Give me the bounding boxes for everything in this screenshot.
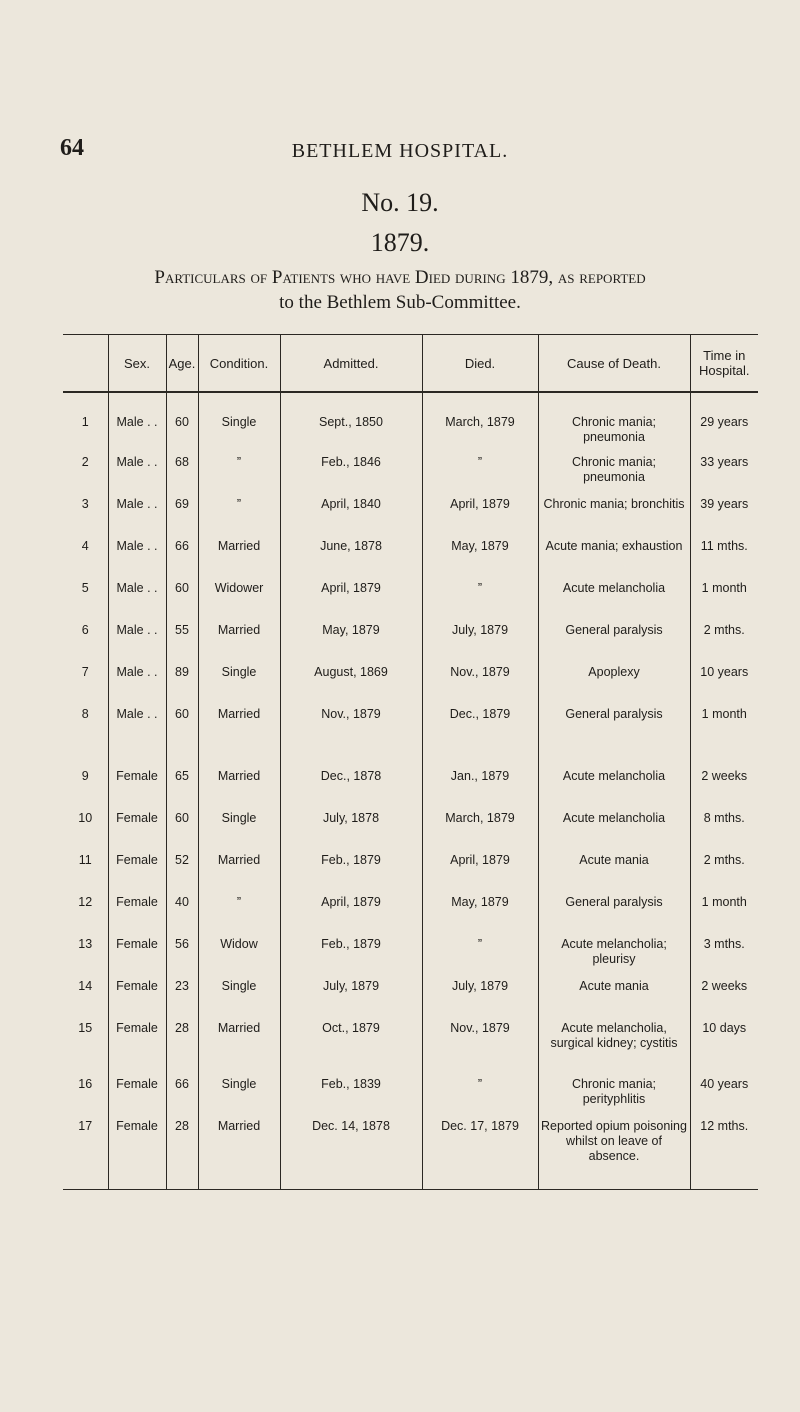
patients-table	[63, 334, 758, 1190]
age-cell: 40	[166, 885, 198, 927]
died-cell: May, 1879	[422, 885, 538, 927]
condition-cell: Married	[198, 529, 280, 571]
admitted-cell: Feb., 1879	[280, 843, 422, 885]
row-number: 16	[78, 1077, 93, 1091]
cause-cell: General paralysis	[538, 613, 690, 655]
condition-cell: Widower	[198, 571, 280, 613]
row-number: 3	[81, 497, 89, 511]
sex-cell: Male . .	[108, 571, 166, 613]
row-number: 10	[78, 811, 93, 825]
age-cell: 52	[166, 843, 198, 885]
running-head: BETHLEM HOSPITAL.	[291, 140, 509, 162]
admitted-cell: Oct., 1879	[280, 1011, 422, 1067]
cause-cell: Acute melancholia; pleurisy	[538, 927, 690, 969]
row-number: 11	[78, 853, 92, 867]
sex-cell: Female	[108, 1011, 166, 1067]
died-cell: ”	[422, 927, 538, 969]
condition-cell: ”	[198, 445, 280, 487]
age-cell: 60	[166, 571, 198, 613]
header-condition: Condition.	[198, 335, 280, 393]
cause-cell: Acute mania	[538, 843, 690, 885]
sex-cell: Male . .	[108, 613, 166, 655]
row-number: 12	[78, 895, 93, 909]
died-cell: May, 1879	[422, 529, 538, 571]
condition-cell: Single	[198, 1067, 280, 1109]
table-row	[63, 613, 758, 655]
cause-cell: Acute mania	[538, 969, 690, 1011]
row-number: 8	[81, 707, 89, 721]
cause-cell: Acute melancholia	[538, 571, 690, 613]
row-number: 13	[78, 937, 93, 951]
condition-cell: Married	[198, 1011, 280, 1067]
age-cell: 69	[166, 487, 198, 529]
condition-cell: Married	[198, 613, 280, 655]
age-cell: 60	[166, 697, 198, 739]
sex-cell: Male . .	[108, 445, 166, 487]
sex-cell: Female	[108, 927, 166, 969]
row-number: 7	[81, 665, 89, 679]
time-cell: 3 mths.	[690, 927, 758, 969]
age-cell: 23	[166, 969, 198, 1011]
row-number: 2	[81, 455, 89, 469]
time-cell: 2 mths.	[690, 613, 758, 655]
time-cell: 12 mths.	[690, 1109, 758, 1189]
table-title-line-2: to the Bethlem Sub-Committee.	[279, 292, 521, 313]
admitted-cell: April, 1879	[280, 885, 422, 927]
time-cell: 10 days	[690, 1011, 758, 1067]
time-cell: 2 mths.	[690, 843, 758, 885]
cause-cell: Acute melancholia, surgical kidney; cystitis	[538, 1011, 690, 1067]
header-admitted: Admitted.	[280, 335, 422, 393]
page-number: 64	[60, 135, 84, 161]
table-header-row	[63, 335, 758, 393]
condition-cell: Single	[198, 655, 280, 697]
sex-cell: Male . .	[108, 392, 166, 445]
row-number: 6	[81, 623, 89, 637]
cause-cell: Chronic mania; pneumonia	[538, 445, 690, 487]
condition-cell: Widow	[198, 927, 280, 969]
admitted-cell: April, 1879	[280, 571, 422, 613]
sex-cell: Male . .	[108, 697, 166, 739]
time-cell: 1 month	[690, 571, 758, 613]
table-row	[63, 969, 758, 1011]
condition-cell: ”	[198, 885, 280, 927]
table-row	[63, 392, 758, 445]
report-number: No. 19.	[361, 188, 439, 217]
header-number	[63, 335, 108, 393]
table-row	[63, 739, 758, 801]
age-cell: 66	[166, 1067, 198, 1109]
table-row	[63, 927, 758, 969]
admitted-cell: July, 1879	[280, 969, 422, 1011]
table-row	[63, 529, 758, 571]
table-row	[63, 697, 758, 739]
row-number: 14	[78, 979, 93, 993]
age-cell: 65	[166, 739, 198, 801]
age-cell: 68	[166, 445, 198, 487]
died-cell: Jan., 1879	[422, 739, 538, 801]
died-cell: March, 1879	[422, 392, 538, 445]
condition-cell: Married	[198, 739, 280, 801]
died-cell: ”	[422, 571, 538, 613]
cause-cell: Chronic mania; pneumonia	[538, 392, 690, 445]
condition-cell: Single	[198, 969, 280, 1011]
condition-cell: Single	[198, 801, 280, 843]
table-row	[63, 571, 758, 613]
time-cell: 39 years	[690, 487, 758, 529]
sex-cell: Male . .	[108, 529, 166, 571]
cause-cell: General paralysis	[538, 885, 690, 927]
time-cell: 2 weeks	[690, 739, 758, 801]
cause-cell: Apoplexy	[538, 655, 690, 697]
row-number: 4	[81, 539, 89, 553]
admitted-cell: April, 1840	[280, 487, 422, 529]
row-number: 5	[81, 581, 89, 595]
table-row	[63, 885, 758, 927]
table-row	[63, 655, 758, 697]
age-cell: 60	[166, 801, 198, 843]
died-cell: July, 1879	[422, 969, 538, 1011]
died-cell: ”	[422, 1067, 538, 1109]
time-cell: 29 years	[690, 392, 758, 445]
cause-cell: Acute melancholia	[538, 801, 690, 843]
time-cell: 2 weeks	[690, 969, 758, 1011]
table-title-line-1: Particulars of Patients who have Died during 1879, as reported	[154, 267, 646, 288]
admitted-cell: Feb., 1846	[280, 445, 422, 487]
died-cell: Nov., 1879	[422, 1011, 538, 1067]
table-row	[63, 1109, 758, 1189]
time-cell: 33 years	[690, 445, 758, 487]
cause-cell: General paralysis	[538, 697, 690, 739]
admitted-cell: June, 1878	[280, 529, 422, 571]
sex-cell: Female	[108, 1109, 166, 1189]
condition-cell: ”	[198, 487, 280, 529]
died-cell: March, 1879	[422, 801, 538, 843]
died-cell: Nov., 1879	[422, 655, 538, 697]
age-cell: 89	[166, 655, 198, 697]
age-cell: 28	[166, 1109, 198, 1189]
admitted-cell: Feb., 1839	[280, 1067, 422, 1109]
died-cell: Dec. 17, 1879	[422, 1109, 538, 1189]
table-row	[63, 445, 758, 487]
admitted-cell: Nov., 1879	[280, 697, 422, 739]
age-cell: 28	[166, 1011, 198, 1067]
time-cell: 8 mths.	[690, 801, 758, 843]
time-cell: 11 mths.	[690, 529, 758, 571]
died-cell: April, 1879	[422, 487, 538, 529]
admitted-cell: May, 1879	[280, 613, 422, 655]
sex-cell: Female	[108, 801, 166, 843]
header-died: Died.	[422, 335, 538, 393]
sex-cell: Male . .	[108, 655, 166, 697]
condition-cell: Married	[198, 1109, 280, 1189]
table-row	[63, 801, 758, 843]
time-cell: 1 month	[690, 697, 758, 739]
cause-cell: Chronic mania; perityphlitis	[538, 1067, 690, 1109]
admitted-cell: Dec. 14, 1878	[280, 1109, 422, 1189]
row-number: 17	[63, 1109, 108, 1189]
age-cell: 60	[166, 392, 198, 445]
condition-cell: Married	[198, 843, 280, 885]
cause-cell: Acute mania; exhaustion	[538, 529, 690, 571]
cause-cell: Reported opium poisoning whilst on leave of absence.	[538, 1109, 690, 1189]
admitted-cell: Sept., 1850	[280, 392, 422, 445]
sex-cell: Female	[108, 843, 166, 885]
row-number: 1	[81, 415, 89, 429]
cause-cell: Acute melancholia	[538, 739, 690, 801]
time-cell: 40 years	[690, 1067, 758, 1109]
sex-cell: Female	[108, 885, 166, 927]
admitted-cell: Feb., 1879	[280, 927, 422, 969]
header-cause: Cause of Death.	[538, 335, 690, 393]
table-row	[63, 843, 758, 885]
time-cell: 10 years	[690, 655, 758, 697]
admitted-cell: August, 1869	[280, 655, 422, 697]
cause-cell: Chronic mania; bronchitis	[538, 487, 690, 529]
condition-cell: Single	[198, 392, 280, 445]
report-year: 1879.	[370, 228, 430, 257]
header-age: Age.	[166, 335, 198, 393]
age-cell: 56	[166, 927, 198, 969]
header-sex: Sex.	[108, 335, 166, 393]
age-cell: 66	[166, 529, 198, 571]
died-cell: ”	[422, 445, 538, 487]
row-number: 15	[78, 1021, 93, 1035]
died-cell: July, 1879	[422, 613, 538, 655]
condition-cell: Married	[198, 697, 280, 739]
admitted-cell: July, 1878	[280, 801, 422, 843]
sex-cell: Female	[108, 1067, 166, 1109]
died-cell: April, 1879	[422, 843, 538, 885]
admitted-cell: Dec., 1878	[280, 739, 422, 801]
table-row	[63, 1011, 758, 1067]
age-cell: 55	[166, 613, 198, 655]
row-number: 9	[81, 769, 89, 783]
table-row	[63, 487, 758, 529]
sex-cell: Female	[108, 739, 166, 801]
table-row	[63, 1067, 758, 1109]
time-cell: 1 month	[690, 885, 758, 927]
sex-cell: Male . .	[108, 487, 166, 529]
header-time: Time in Hospital.	[690, 335, 758, 393]
died-cell: Dec., 1879	[422, 697, 538, 739]
sex-cell: Female	[108, 969, 166, 1011]
